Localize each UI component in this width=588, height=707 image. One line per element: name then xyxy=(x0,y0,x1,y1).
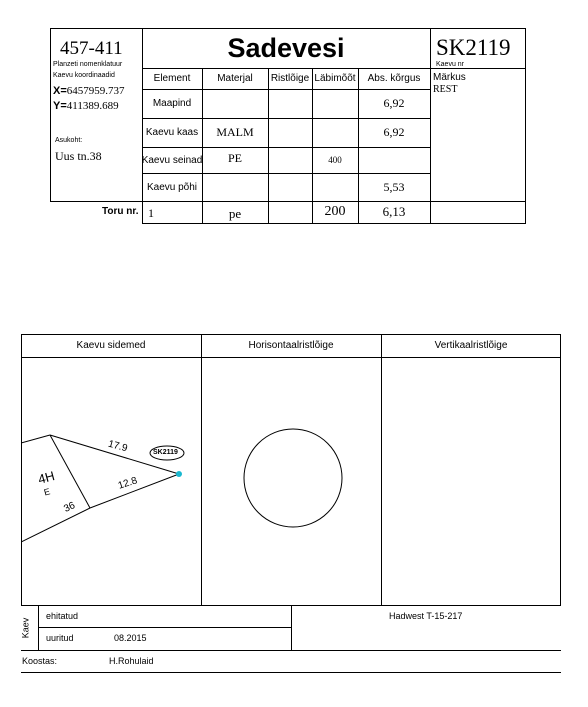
well-id-caption: Kaevu nr xyxy=(436,61,465,68)
row-diameter: 400 xyxy=(328,155,342,165)
plan-number: 457-411 xyxy=(60,38,123,59)
compiler-value: H.Rohulaid xyxy=(109,656,154,666)
y-label: Y= xyxy=(53,100,67,112)
footer-side-label: Kaev xyxy=(20,617,31,639)
surveyed-label: uuritud xyxy=(46,633,74,643)
row-element: Kaevu kaas xyxy=(145,127,199,138)
row-element: Kaevu põhi xyxy=(146,181,198,193)
pipe-label: Toru nr. xyxy=(102,206,139,217)
panel-title-connections: Kaevu sidemed xyxy=(76,340,146,351)
panel-title-vertical: Vertikaalristlõige xyxy=(434,340,508,351)
company-info: Hadwest T-15-217 xyxy=(389,611,463,621)
x-coordinate xyxy=(53,85,125,97)
location-value: Uus tn.38 xyxy=(55,149,102,163)
location-caption: Asukoht: xyxy=(55,137,83,144)
coords-caption: Kaevu koordinaadid xyxy=(53,72,115,79)
row-abs-height: 6,92 xyxy=(383,125,405,139)
col-header-material: Materjal xyxy=(217,73,253,84)
pipe-abs-height: 6,13 xyxy=(382,204,406,219)
pipe-diameter: 200 xyxy=(324,204,346,219)
x-value: 6457959.737 xyxy=(66,85,125,97)
distance-label-3: 36 xyxy=(62,500,77,515)
well-id: SK2119 xyxy=(436,35,511,60)
row-material: MALM xyxy=(216,125,254,139)
pipe-material: pe xyxy=(228,206,242,221)
row-material xyxy=(202,89,268,118)
col-header-remark: Märkus xyxy=(433,72,466,83)
row-element: Maapind xyxy=(152,98,192,109)
pipe-number: 1 xyxy=(148,206,154,220)
compiler-label: Koostas: xyxy=(22,656,58,666)
building-label: 4H xyxy=(36,468,57,487)
page-title: Sadevesi xyxy=(227,32,345,63)
row-abs-height: 5,53 xyxy=(383,179,405,194)
col-header-abs-height: Abs. kõrgus xyxy=(367,73,421,84)
col-header-diameter: Läbimõõt xyxy=(314,73,356,84)
building-sub-label: E xyxy=(42,486,52,498)
horizontal-section-circle xyxy=(201,357,381,605)
plan-number-caption: Planzeti nomenklatuur xyxy=(53,61,123,68)
row-abs-height: 6,92 xyxy=(383,96,405,110)
well-tag: SK2119 xyxy=(153,449,178,456)
distance-label-1: 17.9 xyxy=(106,438,129,455)
built-label: ehitatud xyxy=(46,611,79,621)
row-material: PE xyxy=(227,150,242,165)
y-value: 411389.689 xyxy=(66,100,119,112)
col-header-cross-section: Ristlõige xyxy=(270,73,310,84)
col-header-element: Element xyxy=(153,73,191,84)
y-coordinate xyxy=(53,100,119,112)
distance-label-2: 12.8 xyxy=(116,475,139,492)
x-label: X= xyxy=(53,85,67,97)
row-element: Kaevu seinad xyxy=(141,154,203,166)
surveyed-value: 08.2015 xyxy=(114,633,147,643)
panel-title-horizontal: Horisontaalristlõige xyxy=(248,340,334,351)
remark-value: REST xyxy=(433,84,458,95)
